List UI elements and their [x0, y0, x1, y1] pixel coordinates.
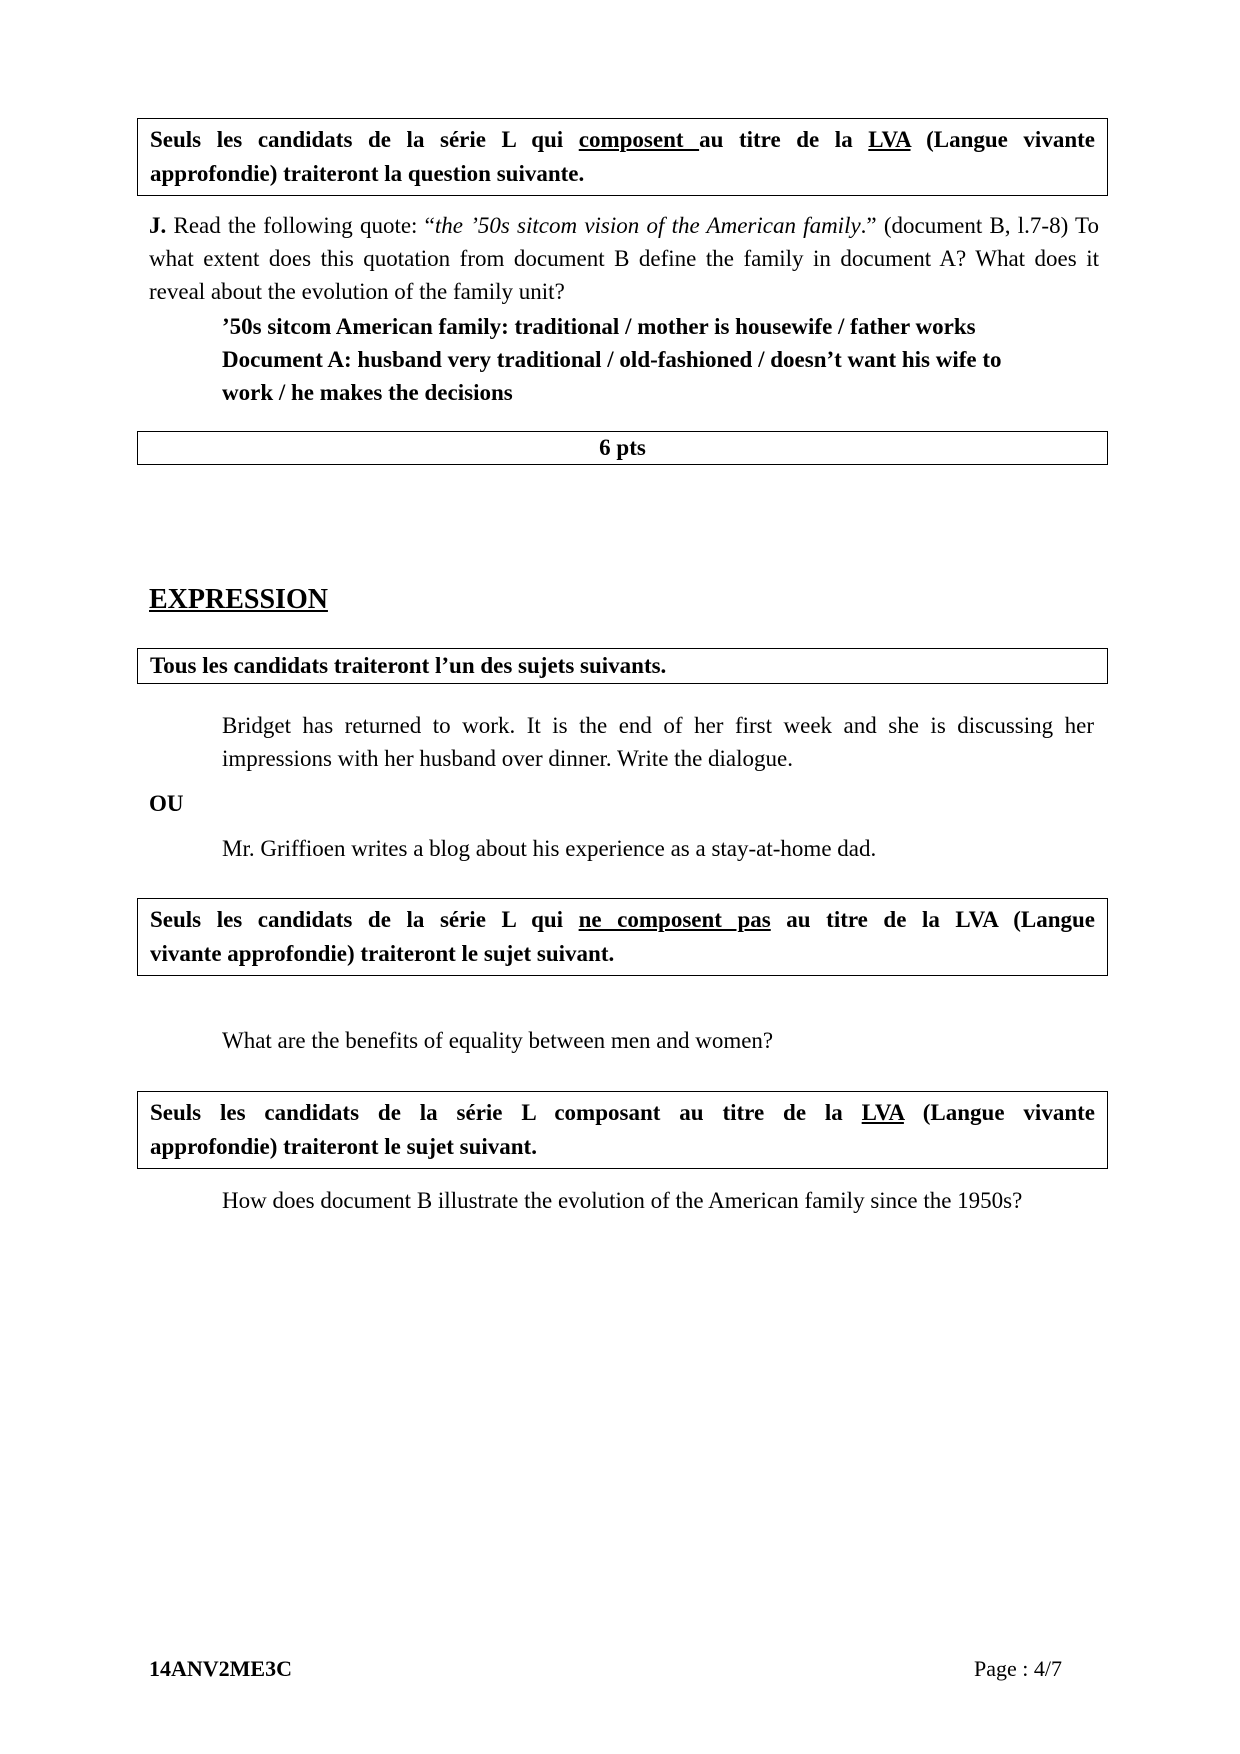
or-separator: OU: [149, 791, 184, 816]
underlined-composent: composent: [578, 127, 700, 152]
instruction-line-1: Seuls les candidats de la série L composant au titre de la LVA (Langue vivante: [150, 1100, 1095, 1125]
question-label: J.: [149, 213, 167, 238]
quote-text: the ’50s sitcom vision of the American family: [434, 213, 861, 238]
section-heading: EXPRESSION: [149, 584, 328, 615]
instruction-box-lva: [137, 118, 1108, 196]
instruction-line-2: approfondie) traiteront le sujet suivant.: [150, 1134, 537, 1159]
underlined-lva: LVA: [868, 127, 911, 152]
page-number: Page : 4/7: [974, 1656, 1062, 1681]
answer-line-3: work / he makes the decisions: [222, 380, 513, 405]
answer-key: [222, 310, 1102, 409]
instruction-box-lva-composant: [137, 1091, 1108, 1169]
subject-2: Mr. Griffioen writes a blog about his experience as a stay-at-home dad.: [222, 836, 877, 861]
answer-line-2: Document A: husband very traditional / old-fashioned / doesn’t want his wife to: [222, 347, 1002, 372]
answer-line-1: ’50s sitcom American family: traditional / mother is housewife / father works: [222, 314, 976, 339]
instruction-box-non-lva: [137, 898, 1108, 976]
instruction-line-2: approfondie) traiteront la question suivante.: [150, 161, 585, 186]
underlined-lva: LVA: [861, 1100, 904, 1125]
points-value: 6 pts: [599, 435, 646, 460]
question-j: J. Read the following quote: “the ’50s sitcom vision of the American family.” (document B, l.7-8) To what extent does this quotation from document B define the family in document A? What does it reveal about the evolution of the family unit?: [149, 213, 1099, 304]
document-code: 14ANV2ME3C: [149, 1656, 292, 1681]
subject-4: How does document B illustrate the evolution of the American family since the 1950s?: [222, 1188, 1023, 1213]
points-box: [137, 431, 1108, 465]
instruction-box-all: Tous les candidats traiteront l’un des sujets suivants.: [137, 648, 1108, 684]
subject-1: Bridget has returned to work. It is the end of her first week and she is discussing her impressions with her husband over dinner. Write the dialogue.: [222, 713, 1094, 771]
underlined-ne-composent-pas: ne composent pas: [578, 907, 771, 932]
instruction-line-2: vivante approfondie) traiteront le sujet suivant.: [150, 941, 615, 966]
subject-3: What are the benefits of equality between men and women?: [222, 1028, 774, 1053]
instruction-line-1: Seuls les candidats de la série L qui composent au titre de la LVA (Langue vivante: [150, 127, 1095, 152]
instruction-line-1: Seuls les candidats de la série L qui ne composent pas au titre de la LVA (Langue: [150, 907, 1095, 932]
